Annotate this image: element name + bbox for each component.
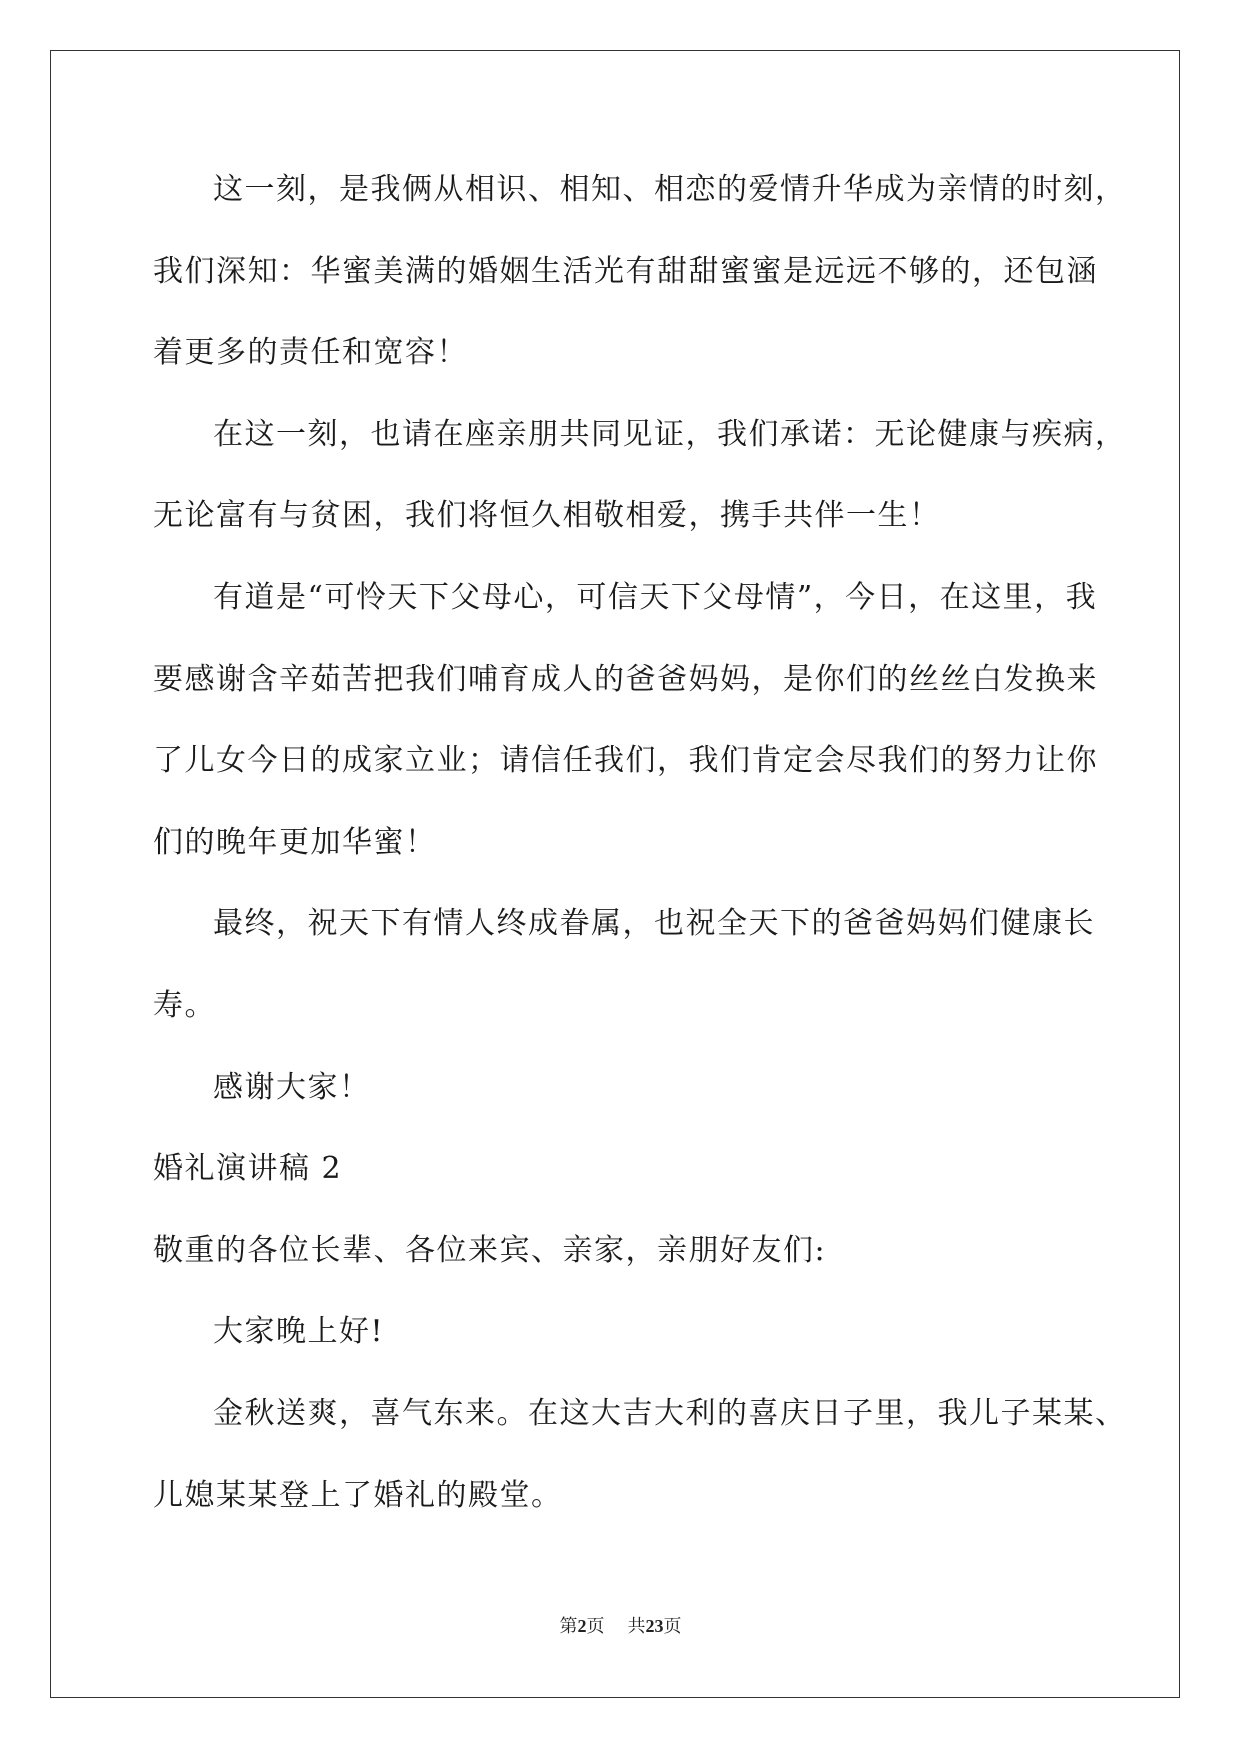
paragraph-line: 在这一刻，也请在座亲朋共同见证，我们承诺：无论健康与疾病， [213,416,1127,452]
paragraph-line: 有道是“可怜天下父母心，可信天下父母情”，今日，在这里，我 [213,579,1098,615]
paragraph-line: 感谢大家！ [213,1069,371,1105]
footer-prefix: 第 [559,1616,578,1637]
paragraph-line: 我们深知：华蜜美满的婚姻生活光有甜甜蜜蜜是远远不够的，还包涵 [153,253,1098,289]
footer-total-suffix: 页 [663,1616,682,1637]
paragraph-line: 要感谢含辛茹苦把我们哺育成人的爸爸妈妈，是你们的丝丝白发换来 [153,661,1098,697]
paragraph-line: 无论富有与贫困，我们将恒久相敬相爱，携手共伴一生！ [153,498,941,534]
footer-page-suffix: 页 [586,1616,605,1637]
section-heading: 婚礼演讲稿 2 [153,1151,343,1187]
footer-total-prefix: 共 [627,1616,646,1637]
current-page-number: 2 [577,1616,587,1636]
paragraph-line: 金秋送爽，喜气东来。在这大吉大利的喜庆日子里，我儿子某某、 [213,1395,1127,1431]
paragraph-line: 儿媳某某登上了婚礼的殿堂。 [153,1477,563,1513]
total-pages-number: 23 [645,1616,664,1636]
salutation-line: 敬重的各位长辈、各位来宾、亲家，亲朋好友们: [153,1232,827,1268]
document-body [153,160,1127,1547]
paragraph-line: 这一刻，是我俩从相识、相知、相恋的爱情升华成为亲情的时刻， [213,172,1127,207]
paragraph-line: 们的晚年更加华蜜！ [153,824,437,860]
paragraph-line: 寿。 [153,987,216,1023]
page-footer [0,1614,1241,1639]
greeting-line: 大家晚上好! [213,1314,385,1350]
paragraph-line: 着更多的责任和宽容！ [153,335,468,371]
paragraph-line: 了儿女今日的成家立业；请信任我们，我们肯定会尽我们的努力让你 [153,743,1098,779]
paragraph-line: 最终，祝天下有情人终成眷属，也祝全天下的爸爸妈妈们健康长 [213,906,1095,942]
